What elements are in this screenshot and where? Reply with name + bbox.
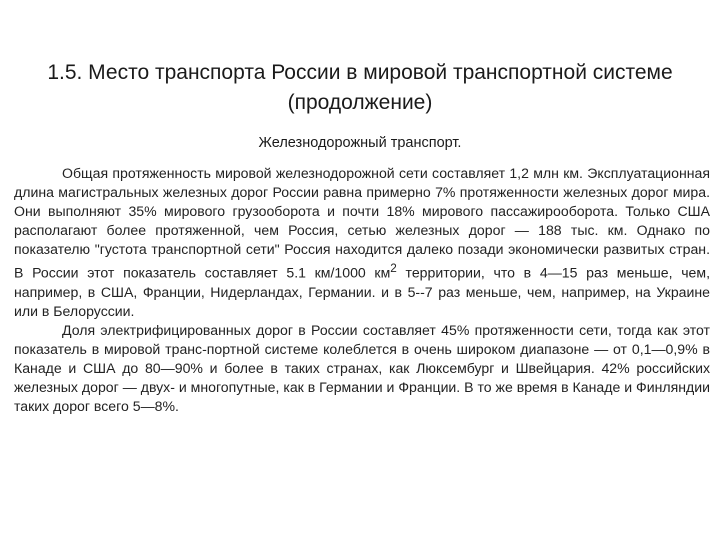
slide-title	[20, 58, 700, 118]
section-subtitle: Железнодорожный транспорт.	[258, 135, 462, 151]
paragraph-1-text: Общая протяженность мировой железнодорожной сети составляет 1,2 млн км. Эксплуатационная длина магистральных железных дорог России равна примерно 7% протяженности железных дорог мира. Они выполняют 35% мирового грузооборота и почти 18% мирового пассажирооборота. Только США располагают более протяженной, чем Россия, сетью железных дорог — 188 тыс. км. Однако по показателю "густота транспортной сети" Россия находится далеко позади экономически развитых стран. В России этот показатель составляет 5.1 км/1000 км	[14, 165, 710, 281]
body-text	[14, 164, 710, 416]
superscript-squared: 2	[390, 262, 397, 275]
slide-title-line-1: 1.5. Место транспорта России в мировой транспортной системе	[47, 61, 673, 84]
paragraph-electrification: Доля электрифицированных дорог в России составляет 45% протяженности сети, тогда как этот показатель в мировой транс-портной системе колеблется в очень широком диапазоне — от 0,1—0,9% в Канаде и США до 80—90% и более в таких странах, как Люксембург и Швейцария. 42% российских железных дорог — двух- и многопутные, как в Германии и Франции. В то же время в Канаде и Финляндии таких дорог всего 5—8%.	[14, 321, 710, 414]
paragraph-1-text-cont: территории, что в 4—15 раз меньше, чем, например, в США, Франции, Нидерландах, Германии. и в 5--7 раз меньше, чем, например, на Украине или в Белоруссии.	[14, 264, 710, 319]
slide-title-line-2: (продолжение)	[287, 91, 433, 114]
paragraph-network-length	[14, 164, 710, 321]
